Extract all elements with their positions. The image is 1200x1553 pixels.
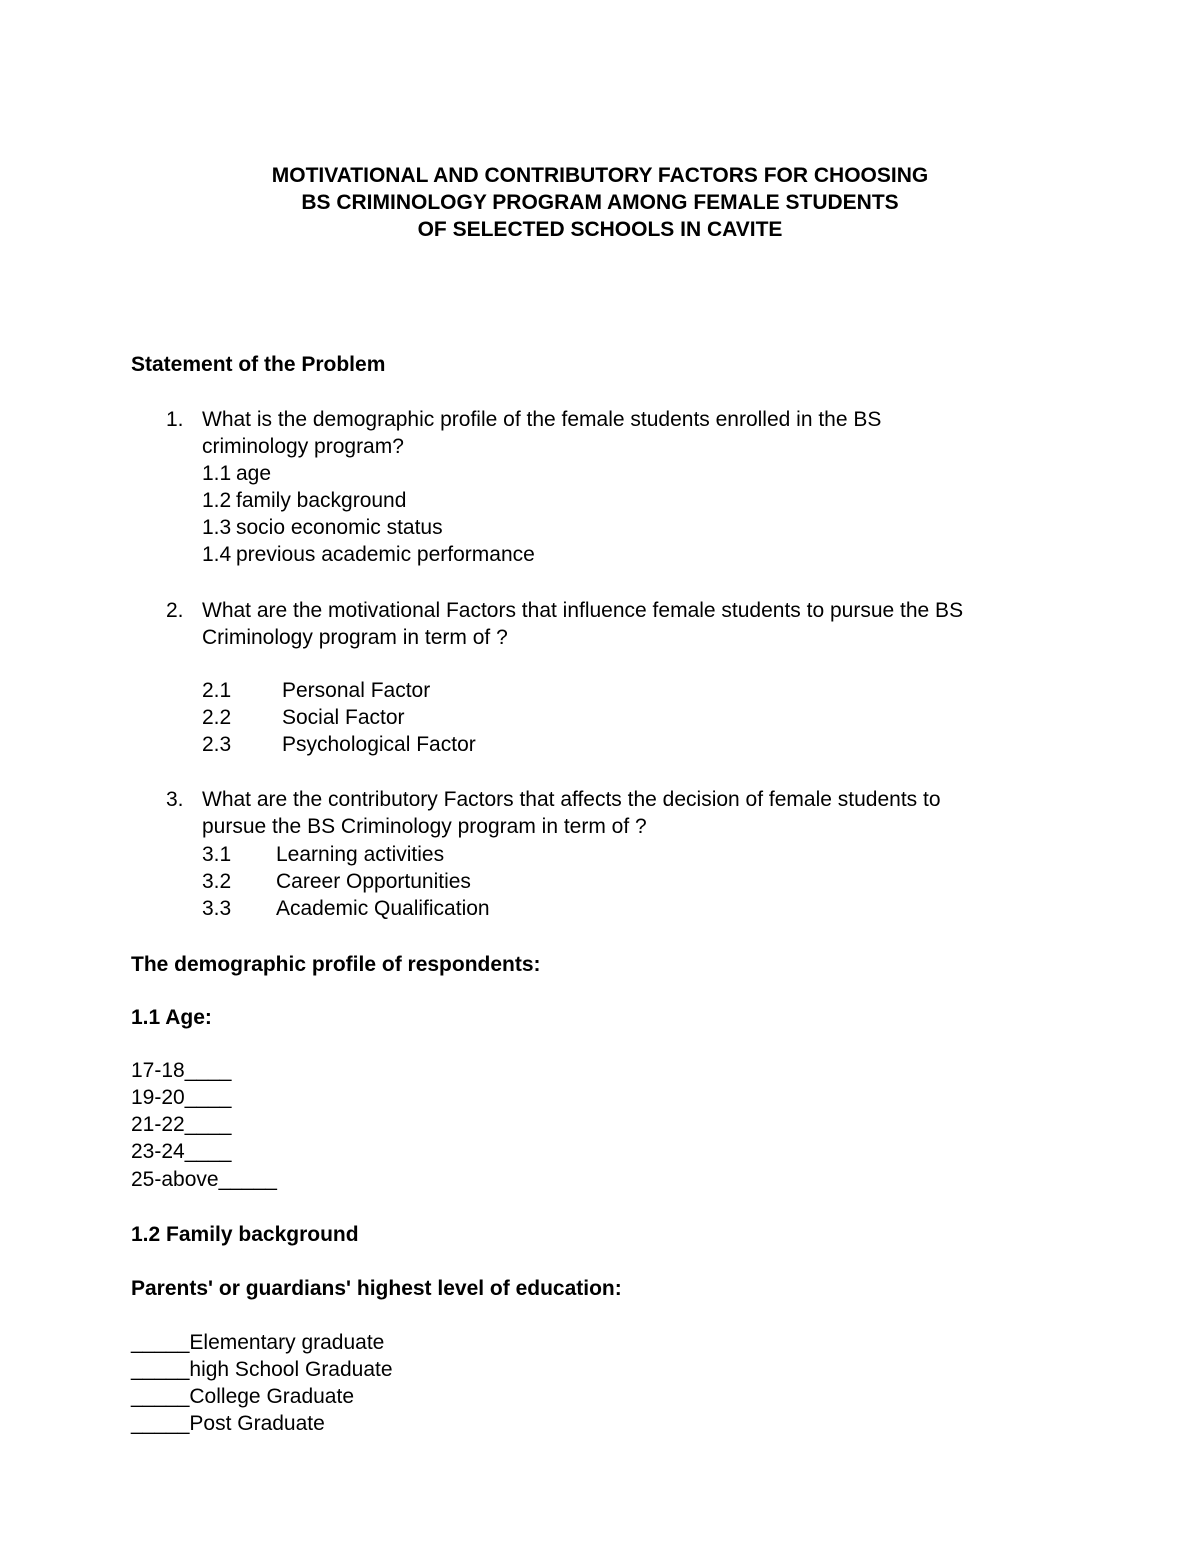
q2-text-line-1: What are the motivational Factors that influence female students to pursue the BS [202,599,964,622]
q2-sub-item: 2.3 Psychological Factor [202,733,476,756]
education-subheading: Parents' or guardians' highest level of education: [131,1277,622,1300]
education-option: _____Elementary graduate [131,1331,385,1354]
education-option: _____Post Graduate [131,1412,325,1435]
q1-sub-item: 1.1 age [202,462,272,485]
q2-sub-item: 2.1 Personal Factor [202,679,431,702]
age-option: 21-22____ [131,1113,232,1136]
q3-text-line-2: pursue the BS Criminology program in term of ? [202,815,647,838]
q1-number: 1. [166,408,184,431]
age-heading: 1.1 Age: [131,1006,212,1029]
education-option: _____high School Graduate [131,1358,393,1381]
q3-text-line-1: What are the contributory Factors that affects the decision of female students to [202,788,941,811]
q3-sub-item: 3.3 Academic Qualification [202,897,490,920]
q2-number: 2. [166,599,184,622]
q3-number: 3. [166,788,184,811]
q1-text-line-2: criminology program? [202,435,404,458]
title-line-3: OF SELECTED SCHOOLS IN CAVITE [417,218,783,241]
q1-text-line-1: What is the demographic profile of the female students enrolled in the BS [202,408,882,431]
q3-sub-item: 3.2 Career Opportunities [202,870,471,893]
q1-sub-item: 1.2 family background [202,489,407,512]
title-line-2: BS CRIMINOLOGY PROGRAM AMONG FEMALE STUDENTS [301,191,899,214]
q2-text-line-2: Criminology program in term of ? [202,626,508,649]
age-option: 17-18____ [131,1059,232,1082]
profile-heading: The demographic profile of respondents: [131,953,541,976]
age-option: 25-above_____ [131,1168,277,1191]
q2-sub-item: 2.2 Social Factor [202,706,405,729]
age-option: 23-24____ [131,1140,232,1163]
education-option: _____College Graduate [131,1385,355,1408]
sop-heading: Statement of the Problem [131,353,386,376]
q3-sub-item: 3.1 Learning activities [202,843,445,866]
q1-sub-item: 1.3 socio economic status [202,516,443,539]
q1-sub-item: 1.4 previous academic performance [202,543,535,566]
age-option: 19-20____ [131,1086,232,1109]
document-title [0,162,1200,243]
title-line-1: MOTIVATIONAL AND CONTRIBUTORY FACTORS FOR CHOOSING [271,164,929,187]
family-heading: 1.2 Family background [131,1223,359,1246]
